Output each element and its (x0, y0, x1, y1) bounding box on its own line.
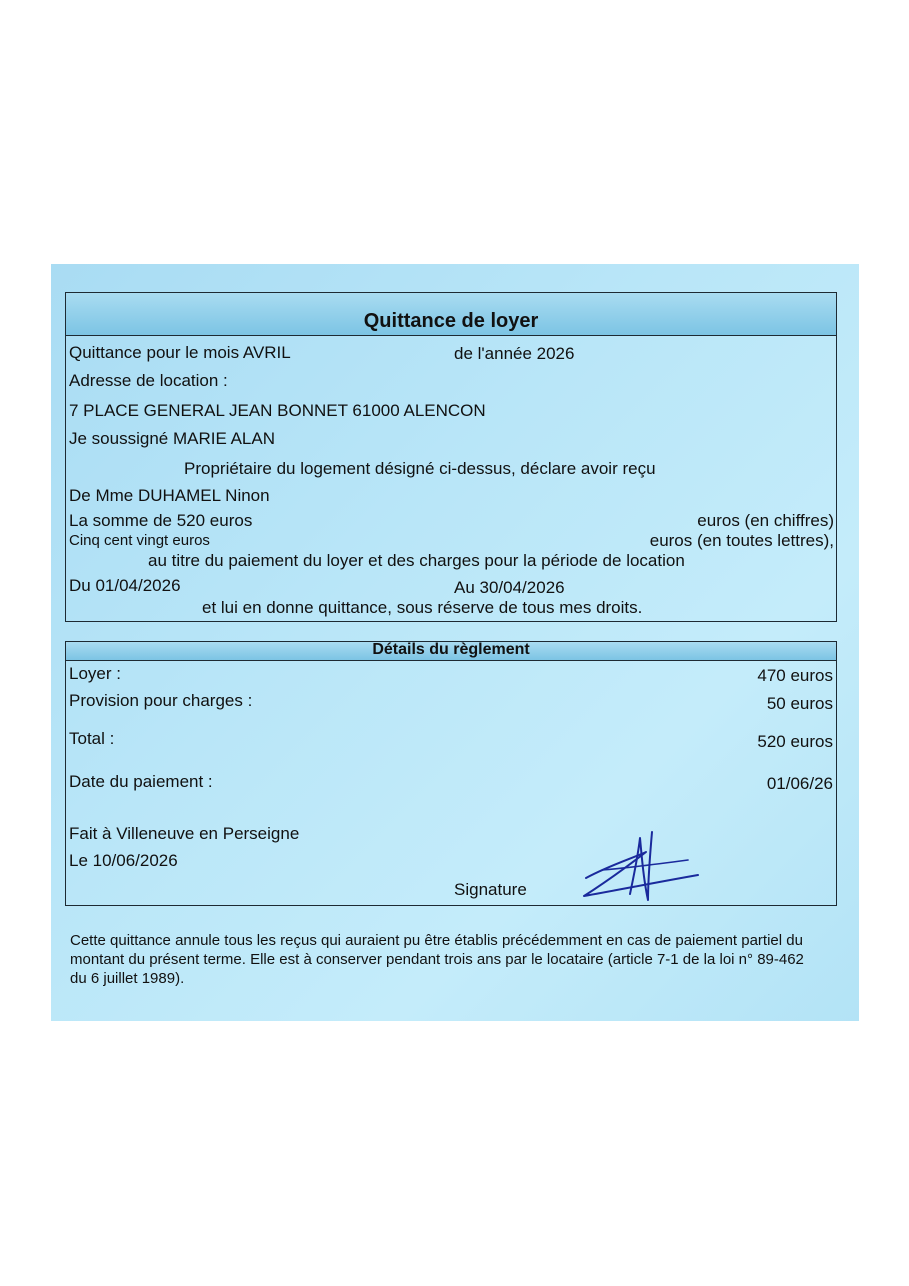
receipt-title: Quittance de loyer (66, 293, 836, 336)
date: Le 10/06/2026 (69, 851, 178, 870)
payment-date-value: 01/06/26 (766, 774, 833, 793)
undersigned: Je soussigné MARIE ALAN (69, 429, 275, 448)
month-line: Quittance pour le mois AVRIL (69, 343, 291, 362)
address: 7 PLACE GENERAL JEAN BONNET 61000 ALENCON (69, 401, 486, 420)
address-label: Adresse de location : (69, 371, 228, 390)
payment-details-box (65, 641, 837, 906)
details-title: Détails du règlement (66, 642, 836, 661)
amount-words: Cinq cent vingt euros (69, 532, 210, 549)
amount-figures: La somme de 520 euros (69, 511, 253, 530)
charges-value: 50 euros (766, 694, 833, 713)
total-label: Total : (69, 729, 115, 748)
purpose: au titre du paiement du loyer et des charges pour la période de location (148, 551, 685, 570)
receipt-box (65, 292, 837, 622)
total-value: 520 euros (757, 732, 833, 751)
period-to: Au 30/04/2026 (454, 578, 565, 597)
from-tenant: De Mme DUHAMEL Ninon (69, 486, 270, 505)
rent-value: 470 euros (757, 666, 833, 685)
amount-figures-suffix: euros (en chiffres) (697, 511, 834, 530)
signature-label: Signature (454, 880, 527, 899)
period-from: Du 01/04/2026 (69, 576, 181, 595)
charges-label: Provision pour charges : (69, 691, 253, 710)
handwritten-signature (578, 830, 703, 905)
place: Fait à Villeneuve en Perseigne (69, 824, 300, 843)
amount-words-suffix: euros (en toutes lettres), (649, 531, 834, 550)
rent-label: Loyer : (69, 664, 121, 683)
payment-date-label: Date du paiement : (69, 772, 213, 791)
year-line: de l'année 2026 (454, 344, 575, 363)
owner-statement: Propriétaire du logement désigné ci-dessus, déclare avoir reçu (184, 459, 656, 478)
release-statement: et lui en donne quittance, sous réserve de tous mes droits. (202, 598, 643, 617)
legal-note: Cette quittance annule tous les reçus qui auraient pu être établis précédemment en cas de paiement partiel du montant du présent terme. Elle est à conserver pendant trois ans par le locataire (article 7-1 de la loi n° 89-462 du 6 juillet 1989). (70, 932, 804, 987)
